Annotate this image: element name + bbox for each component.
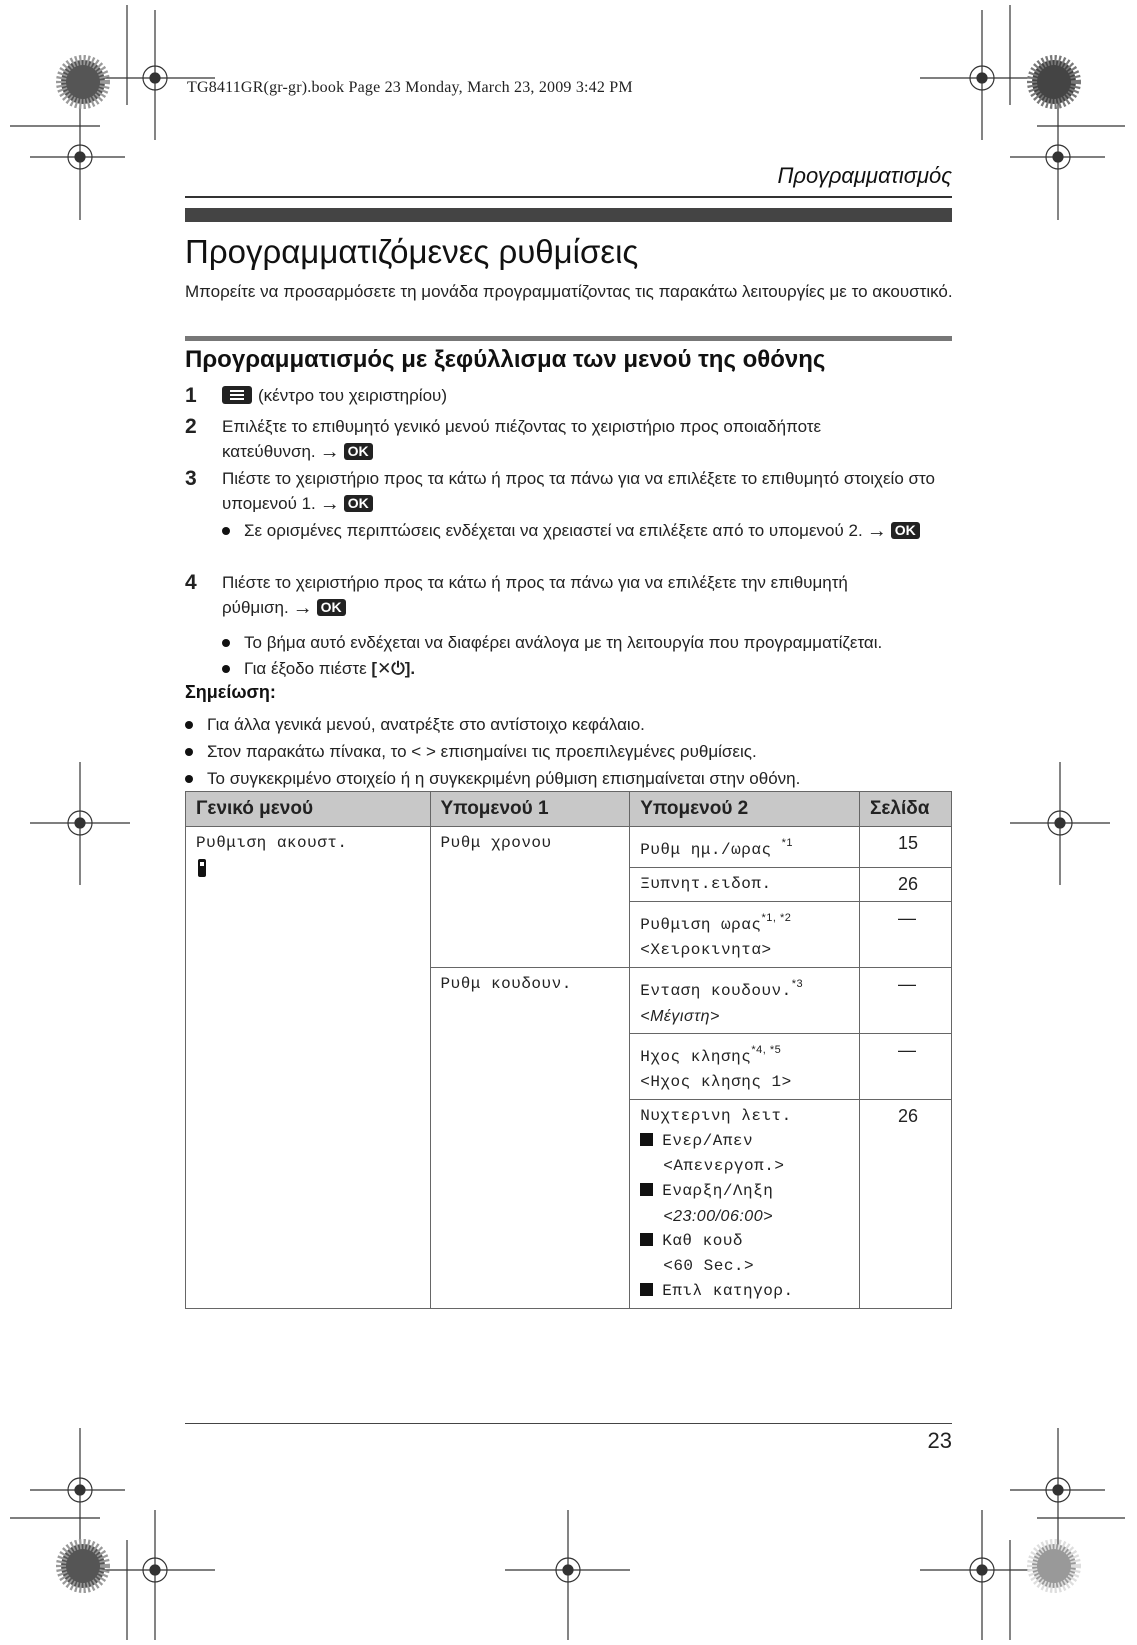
page-cell: — — [860, 968, 952, 1034]
header-submenu-1: Υπομενού 1 — [430, 792, 630, 827]
bullet-text: Σε ορισμένες περιπτώσεις ενδέχεται να χρειαστεί να επιλέξετε από το υπομενού 2. — [244, 521, 863, 540]
submenu1-cell: Ρυθμ κουδουν. — [430, 968, 630, 1309]
bullet-icon — [222, 639, 230, 647]
menu-key-icon — [222, 386, 252, 404]
page-cell: 15 — [860, 827, 952, 868]
table-header-row — [186, 792, 952, 827]
ok-key-icon: OK — [344, 495, 373, 512]
note-text: Στον παρακάτω πίνακα, το < > επισημαίνει τις προεπιλεγμένες ρυθμίσεις. — [207, 742, 757, 761]
bullet-text: Το βήμα αυτό ενδέχεται να διαφέρει ανάλογα με τη λειτουργία που προγραμματίζεται. — [244, 633, 883, 652]
setting-item: Επιλ κατηγορ. — [662, 1282, 794, 1300]
arrow-icon: → — [866, 520, 887, 542]
bullet-icon — [222, 665, 230, 673]
step-number: 1 — [185, 384, 197, 407]
bullet-icon — [185, 775, 193, 783]
step-number: 3 — [185, 467, 197, 490]
square-bullet-icon — [640, 1183, 653, 1196]
step-number: 4 — [185, 571, 197, 594]
header-page: Σελίδα — [860, 792, 952, 827]
default-value: <Χειροκινητα> — [640, 941, 772, 959]
section-header: Προγραμματισμός — [777, 163, 952, 188]
bullet-icon — [185, 721, 193, 729]
settings-table — [185, 791, 952, 1309]
arrow-icon: → — [319, 493, 340, 515]
setting-label: Ρυθμ ημ./ωρας — [640, 841, 772, 859]
main-menu-label: Ρυθμιση ακουστ. — [196, 834, 348, 852]
page-cell: 26 — [860, 868, 952, 902]
header-submenu-2: Υπομενού 2 — [630, 792, 860, 827]
setting-item: Καθ κουδ — [662, 1232, 744, 1250]
handset-icon — [196, 858, 208, 878]
subsection-title: Προγραμματισμός με ξεφύλλισμα των μενού της οθόνης — [185, 346, 826, 373]
arrow-icon: → — [292, 597, 313, 619]
submenu1-cell: Ρυθμ χρονου — [430, 827, 630, 968]
note-text: Για άλλα γενικά μενού, ανατρέξτε στο αντίστοιχο κεφάλαιο. — [207, 715, 645, 734]
step-text: Πιέστε το χειριστήριο προς τα κάτω ή προς τα πάνω για να επιλέξετε την επιθυμητή ρύθμιση. — [222, 573, 848, 617]
page-cell: 26 — [860, 1100, 952, 1309]
step-text: (κέντρο του χειριστηρίου) — [258, 386, 448, 405]
arrow-icon: → — [319, 441, 340, 463]
ok-key-icon: OK — [891, 522, 920, 539]
setting-label: Ηχος κλησης — [640, 1048, 752, 1066]
bullet-text: Για έξοδο πιέστε — [244, 659, 367, 678]
page-title: Προγραμματιζόμενες ρυθμίσεις — [185, 233, 639, 270]
setting-item: Ενερ/Απεν — [662, 1132, 754, 1150]
submenu2-cell — [630, 1034, 860, 1100]
book-file-line: TG8411GR(gr-gr).book Page 23 Monday, March 23, 2009 3:42 PM — [187, 79, 633, 96]
header-main-menu: Γενικό μενού — [186, 792, 431, 827]
header-rule — [185, 196, 952, 198]
footnote-ref: *1 — [781, 837, 794, 849]
footer-rule — [185, 1423, 952, 1424]
page-cell: — — [860, 1034, 952, 1100]
title-bar-rule — [185, 208, 952, 222]
exit-key-icon: [✕⏻]. — [371, 659, 416, 678]
setting-label: Νυχτερινη λειτ. — [640, 1107, 792, 1125]
submenu2-cell — [630, 968, 860, 1034]
default-value: <Ηχος κλησης 1> — [640, 1073, 792, 1091]
subsection-rule — [185, 336, 952, 341]
submenu2-cell — [630, 902, 860, 968]
note-text: Το συγκεκριμένο στοιχείο ή η συγκεκριμένη ρύθμιση επισημαίνεται στην οθόνη. — [207, 769, 801, 788]
page-cell: — — [860, 902, 952, 968]
default-value: <23:00/06:00> — [663, 1208, 773, 1225]
step-text: Επιλέξτε το επιθυμητό γενικό μενού πιέζοντας το χειριστήριο προς οποιαδήποτε κατεύθυνση. — [222, 417, 822, 461]
default-value: <Μέγιστη> — [640, 1008, 720, 1025]
step-number: 2 — [185, 415, 197, 438]
page-number: 23 — [927, 1428, 952, 1453]
square-bullet-icon — [640, 1233, 653, 1246]
submenu2-cell — [630, 1100, 860, 1309]
bullet-icon — [185, 748, 193, 756]
step-text: Πιέστε το χειριστήριο προς τα κάτω ή προς τα πάνω για να επιλέξετε το επιθυμητό στοιχείο στο υπομενού 1. — [222, 469, 935, 513]
square-bullet-icon — [640, 1283, 653, 1296]
main-menu-cell — [186, 827, 431, 1309]
table-row — [186, 827, 952, 868]
setting-label: Ρυθμιση ωρας — [640, 916, 762, 934]
ok-key-icon: OK — [344, 443, 373, 460]
default-value: <60 Sec.> — [663, 1257, 755, 1275]
note-title: Σημείωση: — [185, 682, 276, 702]
setting-label: Ενταση κουδουν. — [640, 982, 792, 1000]
ok-key-icon: OK — [317, 599, 346, 616]
footnote-ref: *4, *5 — [751, 1044, 782, 1056]
bullet-icon — [222, 527, 230, 535]
footnote-ref: *1, *2 — [761, 912, 792, 924]
default-value: <Απενεργοπ.> — [663, 1157, 785, 1175]
setting-item: Εναρξη/Ληξη — [662, 1182, 774, 1200]
footnote-ref: *3 — [791, 978, 804, 990]
intro-paragraph: Μπορείτε να προσαρμόσετε τη μονάδα προγραμματίζοντας τις παρακάτω λειτουργίες με το ακουστικό. — [185, 282, 953, 301]
square-bullet-icon — [640, 1133, 653, 1146]
submenu2-cell: Ξυπνητ.ειδοπ. — [630, 868, 860, 902]
submenu2-cell — [630, 827, 860, 868]
